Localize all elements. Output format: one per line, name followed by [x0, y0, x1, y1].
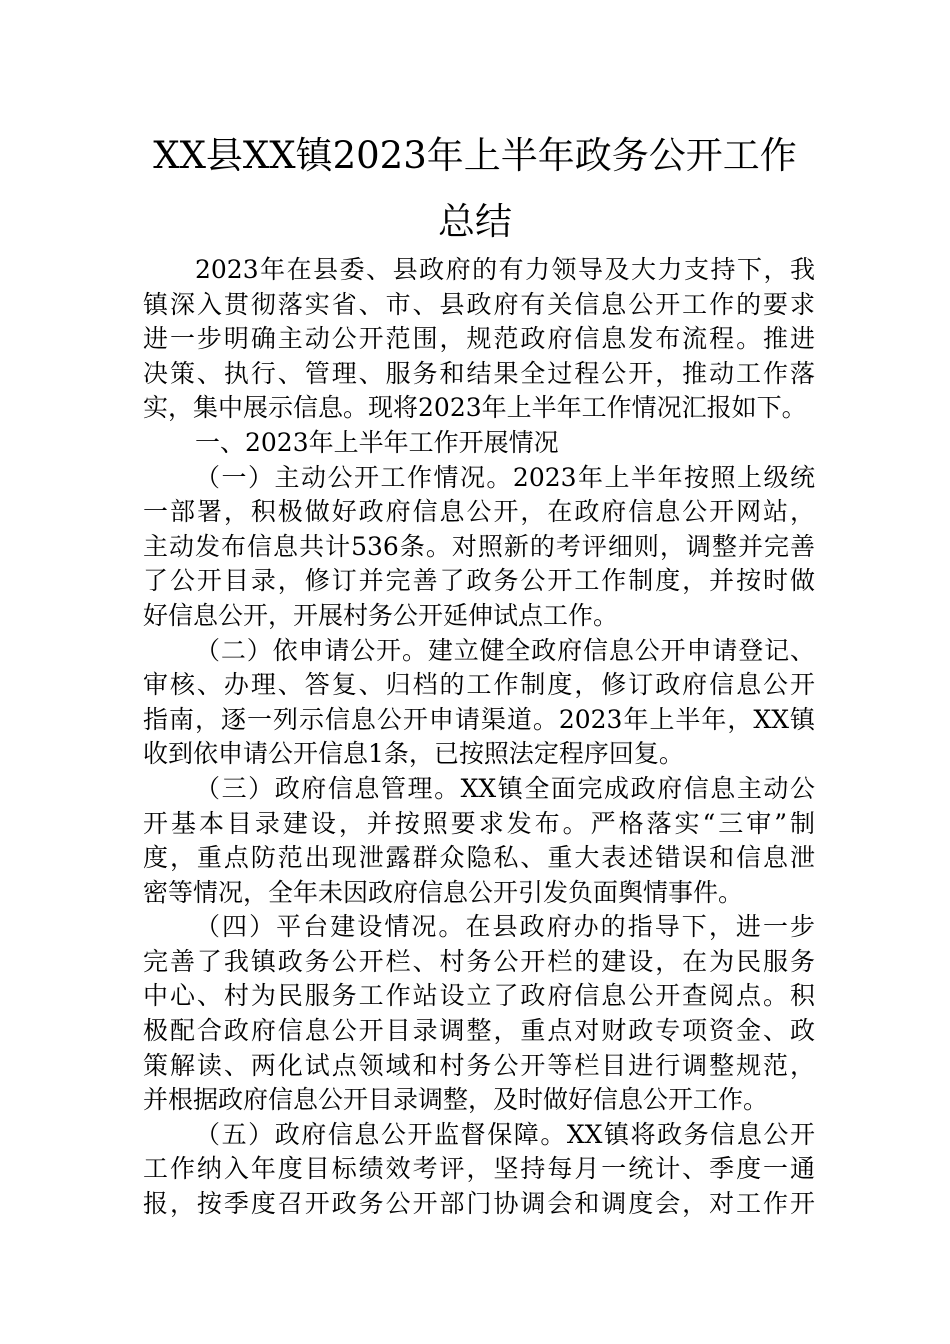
text-line: 一、2023年上半年工作开展情况 — [195, 427, 559, 457]
text-line: 审核、办理、答复、归档的工作制度，修订政府信息公开 — [143, 670, 815, 700]
text-line: 一部署，积极做好政府信息公开，在政府信息公开网站， — [143, 497, 815, 527]
text-line: 好信息公开，开展村务公开延伸试点工作。 — [143, 600, 619, 630]
document-body — [143, 253, 815, 1222]
text-line: 策解读、两化试点领域和村务公开等栏目进行调整规范， — [143, 1050, 815, 1080]
text-line: （三）政府信息管理。XX镇全面完成政府信息主动公 — [195, 773, 815, 803]
text-line: 并根据政府信息公开目录调整，及时做好信息公开工作。 — [143, 1085, 769, 1115]
text-line: 密等情况，全年未因政府信息公开引发负面舆情事件。 — [143, 877, 744, 907]
text-line: 了公开目录，修订并完善了政务公开工作制度，并按时做 — [143, 566, 815, 596]
text-line: 镇深入贯彻落实省、市、县政府有关信息公开工作的要求 — [143, 289, 815, 319]
text-line: 进一步明确主动公开范围，规范政府信息发布流程。推进 — [143, 324, 815, 354]
document-title-line-1: XX县XX镇2023年上半年政务公开工作 — [153, 134, 797, 177]
text-line: 收到依申请公开信息1条，已按照法定程序回复。 — [143, 739, 684, 769]
text-line: 完善了我镇政务公开栏、村务公开栏的建设，在为民服务 — [143, 946, 815, 976]
text-line: 主动发布信息共计536条。对照新的考评细则，调整并完善 — [143, 531, 815, 561]
text-line: 开基本目录建设，并按照要求发布。严格落实“三审”制 — [143, 808, 815, 838]
text-line: 实，集中展示信息。现将2023年上半年工作情况汇报如下。 — [143, 393, 807, 423]
document-title-line-2: 总结 — [438, 200, 512, 243]
text-line: （一）主动公开工作情况。2023年上半年按照上级统 — [195, 462, 815, 492]
text-line: 报，按季度召开政务公开部门协调会和调度会，对工作开 — [143, 1189, 815, 1219]
text-line: （四）平台建设情况。在县政府办的指导下，进一步 — [195, 912, 815, 942]
text-line: 中心、村为民服务工作站设立了政府信息公开查阅点。积 — [143, 981, 815, 1011]
text-line: （二）依申请公开。建立健全政府信息公开申请登记、 — [195, 635, 815, 665]
text-line: （五）政府信息公开监督保障。XX镇将政务信息公开 — [195, 1119, 815, 1149]
text-line: 度，重点防范出现泄露群众隐私、重大表述错误和信息泄 — [143, 843, 815, 873]
text-line: 极配合政府信息公开目录调整，重点对财政专项资金、政 — [143, 1016, 815, 1046]
text-line: 决策、执行、管理、服务和结果全过程公开，推动工作落 — [143, 358, 815, 388]
text-line: 指南，逐一列示信息公开申请渠道。2023年上半年，XX镇 — [143, 704, 815, 734]
text-line: 2023年在县委、县政府的有力领导及大力支持下，我 — [195, 255, 815, 284]
text-line: 工作纳入年度目标绩效考评，坚持每月一统计、季度一通 — [143, 1154, 815, 1184]
